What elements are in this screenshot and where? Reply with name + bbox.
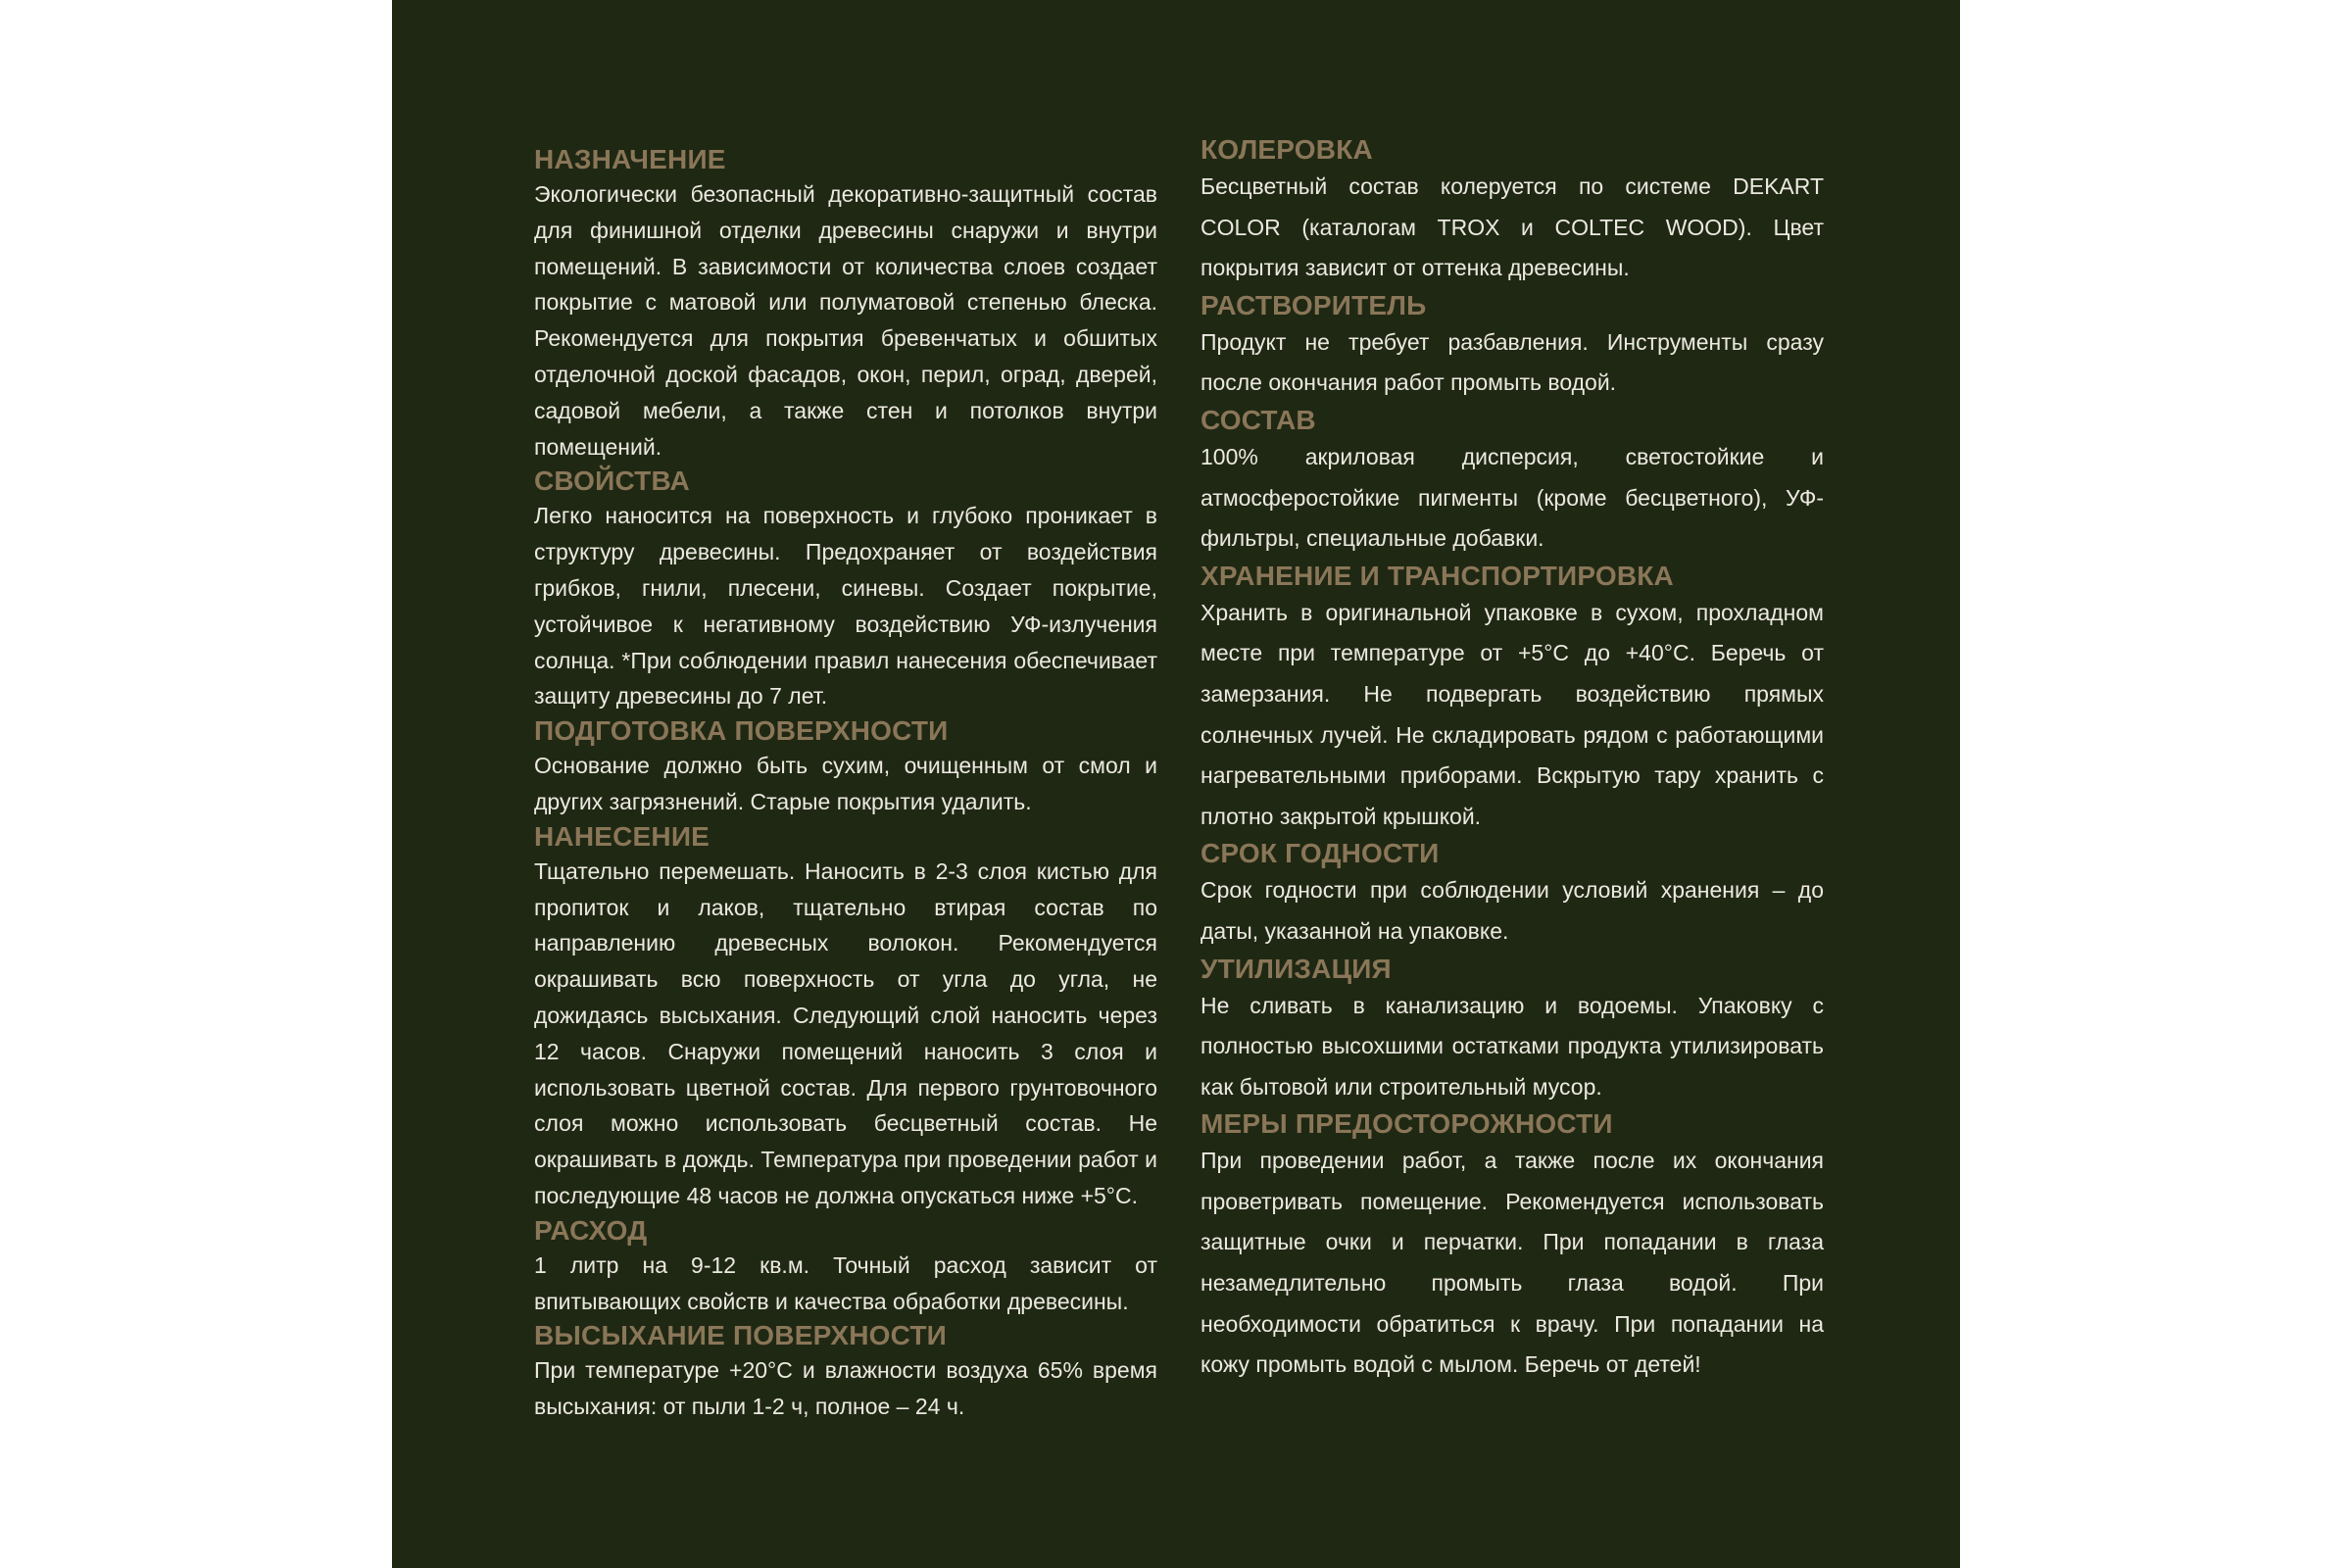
section-heading: МЕРЫ ПРЕДОСТОРОЖНОСТИ [1200, 1108, 1613, 1140]
section-application [534, 820, 1157, 1214]
section-drying [534, 1319, 1157, 1425]
section-precautions [1200, 1107, 1824, 1386]
section-heading: ПОДГОТОВКА ПОВЕРХНОСТИ [534, 715, 949, 747]
section-text: Продукт не требует разбавления. Инструменты сразу после окончания работ промыть водой. [1200, 328, 1824, 396]
section-text: Тщательно перемешать. Наносить в 2-3 слоя кистью для пропиток и лаков, тщательно втирая состав по направлению древесных волокон. Рекомендуется окрашивать всю поверхность от угла до угла, не дожидаясь высыхания. Следующий слой наносить через 12 часов. Снаружи помещений наносить 3 слоя и использовать цветной состав. Для первого грунтовочного слоя можно использовать бесцветный состав. Не окрашивать в дождь. Температура при проведении работ и последующие 48 часов не должна опускаться ниже +5°С. [534, 858, 1157, 1208]
section-consumption [534, 1214, 1157, 1320]
section-surface-preparation [534, 714, 1157, 820]
section-text: Не сливать в канализацию и водоемы. Упаковку с полностью высохшими остатками продукта утилизировать как бытовой или строительный мусор. [1200, 992, 1824, 1100]
section-storage [1200, 560, 1824, 838]
section-shelf-life [1200, 837, 1824, 952]
section-heading: УТИЛИЗАЦИЯ [1200, 953, 1392, 984]
section-heading: ВЫСЫХАНИЕ ПОВЕРХНОСТИ [534, 1320, 948, 1351]
section-text: 100% акриловая дисперсия, светостойкие и атмосферостойкие пигменты (кроме бесцветного), УФ-фильтры, специальные добавки. [1200, 443, 1824, 552]
left-column [534, 143, 1157, 1425]
section-text: Бесцветный состав колеруется по системе DEKART COLOR (каталогам TROX и COLTEC WOOD). Цвет покрытия зависит от оттенка древесины. [1200, 173, 1824, 281]
instructions-panel [392, 0, 1960, 1568]
section-solvent [1200, 289, 1824, 404]
section-heading: РАСТВОРИТЕЛЬ [1200, 289, 1427, 320]
right-column [1200, 133, 1824, 1386]
section-heading: СВОЙСТВА [534, 466, 690, 497]
section-composition [1200, 404, 1824, 560]
section-text: При температуре +20°С и влажности воздуха 65% время высыхания: от пыли 1-2 ч, полное – 24 ч. [534, 1357, 1157, 1420]
section-text: Срок годности при соблюдении условий хранения – до даты, указанной на упаковке. [1200, 877, 1824, 944]
section-text: Экологически безопасный декоративно-защитный состав для финишной отделки древесины снаружи и внутри помещений. В зависимости от количества слоев создает покрытие с матовой или полуматовой степенью блеска. Рекомендуется для покрытия бревенчатых и обшитых отделочной доской фасадов, окон, перил, оград, дверей, садовой мебели, а также стен и потолков внутри помещений. [534, 181, 1157, 460]
section-purpose [534, 143, 1157, 465]
section-tinting [1200, 133, 1824, 289]
section-heading: СРОК ГОДНОСТИ [1200, 838, 1440, 869]
section-disposal [1200, 953, 1824, 1108]
section-text: Хранить в оригинальной упаковке в сухом, прохладном месте при температуре от +5°С до +40°С. Беречь от замерзания. Не подвергать воздействию прямых солнечных лучей. Не складировать рядом с работающими нагревательными приборами. Вскрытую тару хранить с плотно закрытой крышкой. [1200, 599, 1824, 829]
section-text: 1 литр на 9-12 кв.м. Точный расход зависит от впитывающих свойств и качества обработки древесины. [534, 1251, 1157, 1314]
section-properties [534, 465, 1157, 714]
section-heading: РАСХОД [534, 1214, 648, 1246]
section-heading: НАЗНАЧЕНИЕ [534, 144, 726, 174]
section-heading: НАНЕСЕНИЕ [534, 820, 710, 852]
section-heading: СОСТАВ [1200, 404, 1316, 435]
section-heading: ХРАНЕНИЕ И ТРАНСПОРТИРОВКА [1200, 560, 1674, 591]
section-heading: КОЛЕРОВКА [1200, 134, 1373, 165]
section-text: Основание должно быть сухим, очищенным от смол и других загрязнений. Старые покрытия удалить. [534, 753, 1157, 814]
section-text: При проведении работ, а также после их окончания проветривать помещение. Рекомендуется использовать защитные очки и перчатки. При попадании в глаза незамедлительно промыть глаза водой. При необходимости обратиться к врачу. При попадании на кожу промыть водой с мылом. Беречь от детей! [1200, 1148, 1824, 1378]
section-text: Легко наносится на поверхность и глубоко проникает в структуру древесины. Предохраняет от воздействия грибков, гнили, плесени, синевы. Создает покрытие, устойчивое к негативному воздействию УФ-излучения солнца. *При соблюдении правил нанесения обеспечивает защиту древесины до 7 лет. [534, 503, 1157, 710]
